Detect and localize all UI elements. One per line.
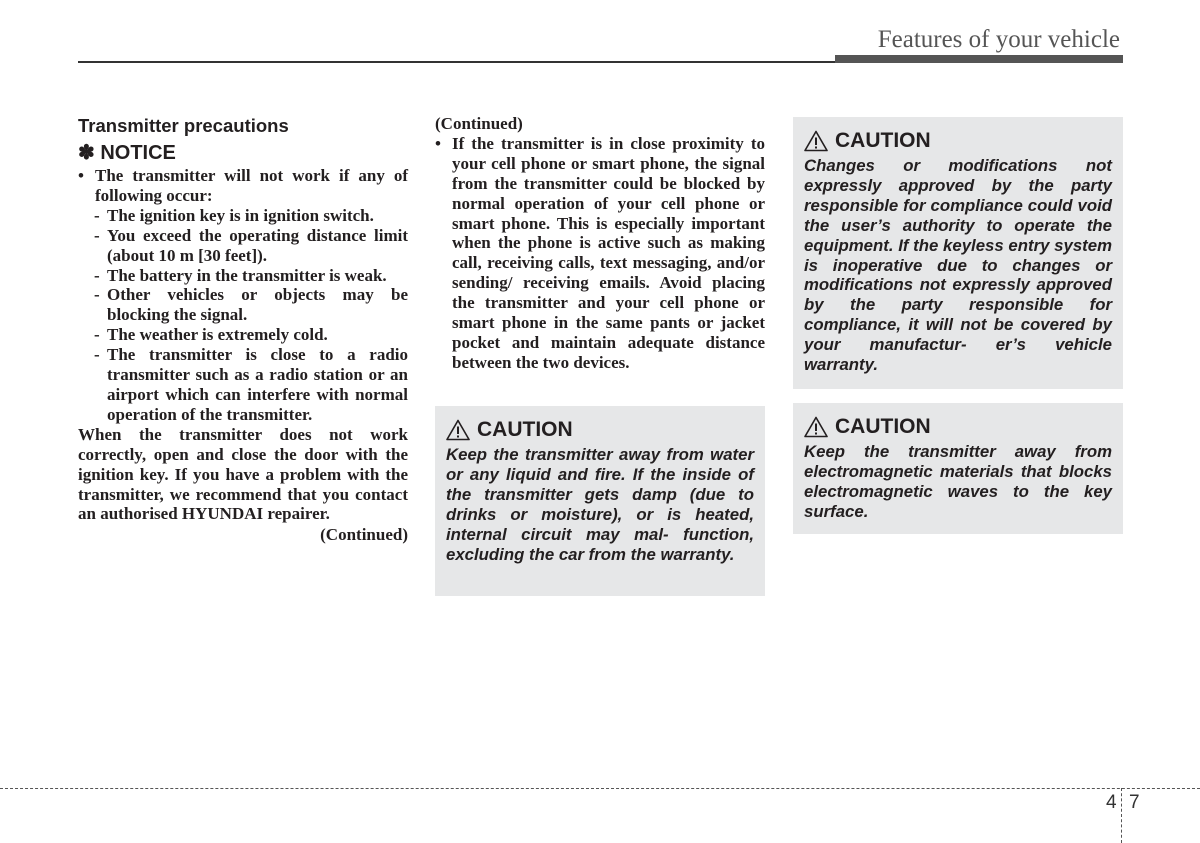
warning-triangle-icon — [446, 419, 470, 441]
notice-bullet — [435, 134, 765, 373]
bullet-mark: • — [78, 166, 84, 185]
list-item-text: The weather is extremely cold. — [107, 325, 328, 345]
list-item — [78, 266, 408, 286]
list-item — [78, 285, 408, 325]
page-number: 7 — [1129, 792, 1140, 813]
section-number: 4 — [1106, 792, 1117, 813]
list-item-text: You exceed the operating distance limit (about 10 m [30 feet]). — [107, 225, 408, 265]
footer-divider — [1121, 788, 1122, 843]
header-rule — [78, 61, 838, 63]
list-item-text: The ignition key is in ignition switch. — [107, 205, 374, 225]
header-rule-accent — [835, 55, 1123, 63]
list-item — [78, 325, 408, 345]
list-item-text: The transmitter is close to a radio transmitter such as a radio station or an airport which can interfere with normal operation of the transmitter. — [107, 345, 408, 424]
dash-mark: - — [94, 265, 100, 285]
body-paragraph: When the transmitter does not work correctly, open and close the door with the ignition key. If you have a problem with the transmitter, we recommend that you contact an authorised HYUNDAI repairer. — [78, 424, 408, 524]
notice-bullet — [78, 166, 408, 206]
list-item-text: Other vehicles or objects may be blocking the signal. — [107, 285, 408, 325]
caution-box — [793, 403, 1123, 534]
caution-text: Changes or modifications not expressly approved by the party responsible for compliance could void the user’s authority to operate the equipment. If the keyless entry system is inoperative due to changes or modifications not expressly approved by the party responsible for compliance, it will not be covered by your manufactur- er’s vehicle warranty. — [804, 156, 1112, 375]
dash-mark: - — [94, 225, 100, 245]
list-item-text: The battery in the transmitter is weak. — [107, 265, 387, 285]
notice-heading: ✽ NOTICE — [78, 142, 176, 164]
caution-box — [435, 406, 765, 596]
bullet-text: The transmitter will not work if any of following occur: — [95, 166, 408, 205]
dash-mark: - — [94, 205, 100, 225]
dash-mark: - — [94, 345, 100, 365]
caution-heading — [804, 127, 1112, 155]
caution-heading — [804, 413, 1112, 441]
list-item — [78, 345, 408, 425]
caution-title: CAUTION — [835, 415, 931, 438]
caution-box — [793, 117, 1123, 389]
footer-rule — [0, 788, 1200, 789]
caution-text: Keep the transmitter away from water or any liquid and fire. If the inside of the transmitter gets damp (due to drinks or moisture), or is heated, internal circuit may mal- function, excluding the car from the warranty. — [446, 445, 754, 564]
list-item — [78, 226, 408, 266]
continued-label: (Continued) — [320, 525, 408, 545]
column-2 — [435, 114, 765, 373]
caution-text: Keep the transmitter away from electromagnetic materials that blocks electromagnetic waves to the key surface. — [804, 442, 1112, 521]
warning-triangle-icon — [804, 130, 828, 152]
caution-title: CAUTION — [477, 418, 573, 441]
continued-label: (Continued) — [435, 114, 523, 133]
bullet-text: If the transmitter is in close proximity to your cell phone or smart phone, the signal from the transmitter could be blocked by normal operation of your cell phone or smart phone. This is especially important when the phone is active such as making call, receiving calls, text messaging, and/or sending/ receiving emails. Avoid placing the transmitter and your cell phone or smart phone in the same pants or jacket pocket and maintain adequate distance between the two devices. — [452, 133, 765, 372]
caution-title: CAUTION — [835, 129, 931, 152]
dash-mark: - — [94, 325, 100, 345]
warning-triangle-icon — [804, 416, 828, 438]
bullet-mark: • — [435, 133, 441, 153]
page-header-title: Features of your vehicle — [877, 26, 1120, 53]
section-heading: Transmitter precautions — [78, 115, 289, 136]
dash-mark: - — [94, 285, 100, 305]
column-1 — [78, 114, 408, 545]
caution-heading — [446, 416, 754, 444]
list-item — [78, 206, 408, 226]
